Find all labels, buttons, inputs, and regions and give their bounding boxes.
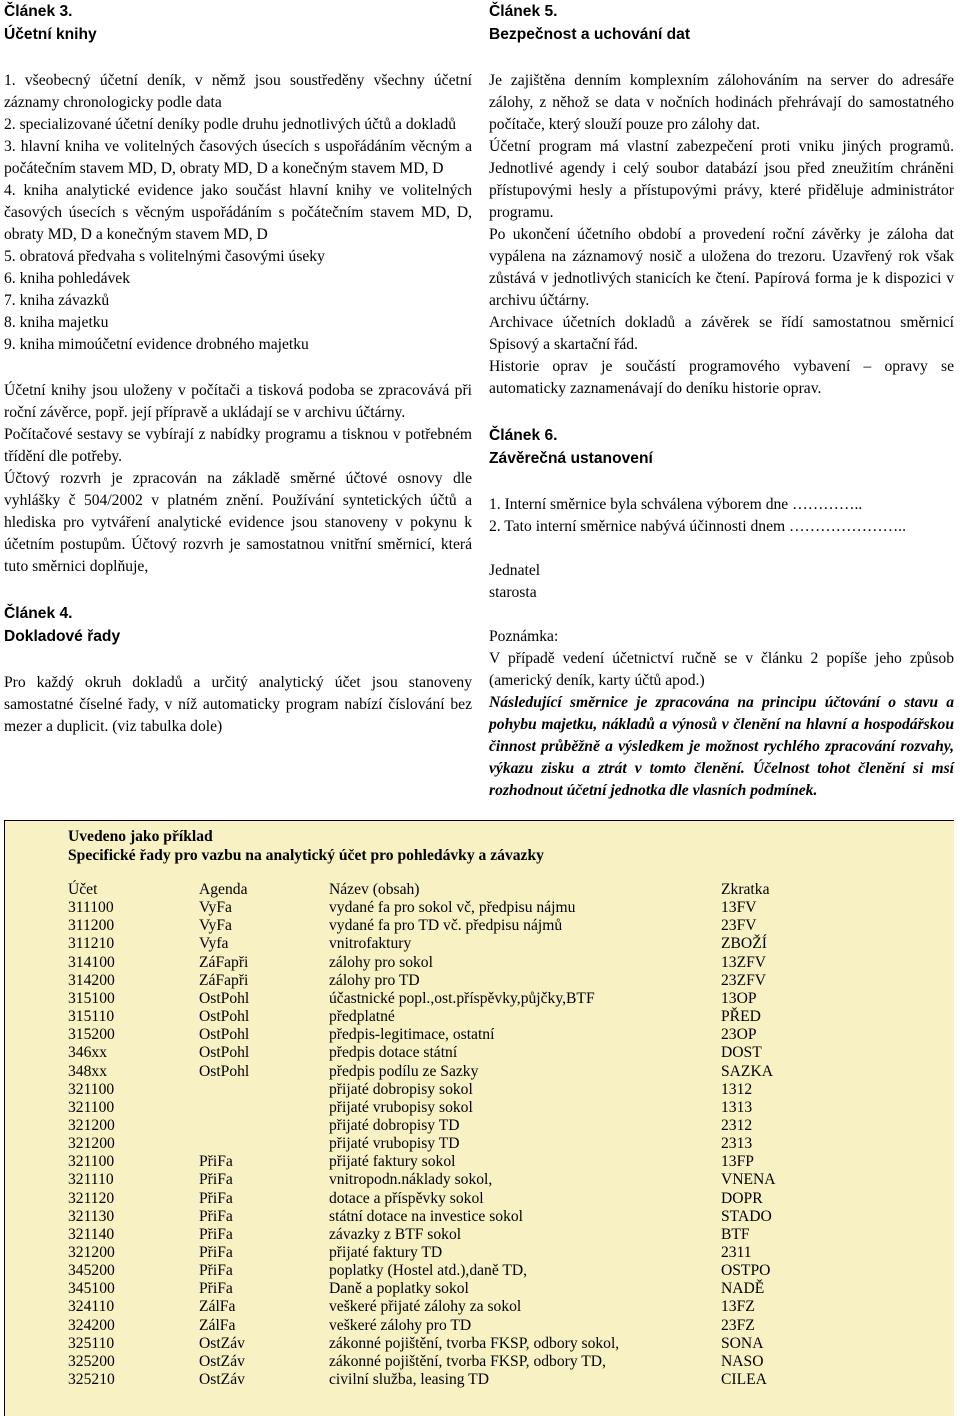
cell-ucet: 345200 — [68, 1262, 115, 1280]
table-row — [68, 1008, 954, 1026]
cell-agenda: ZálFa — [199, 1298, 236, 1316]
paragraph: Je zajištěna denním komplexním zálohováním na server do adresáře zálohy, z něhož se data v nočních hodinách přehrávají do samostatného počítače, který slouží pouze pro zálohy dat. — [489, 72, 954, 133]
table-row — [68, 954, 954, 972]
table-row — [68, 990, 954, 1008]
cell-zkratka: 13FV — [721, 899, 757, 917]
cell-zkratka: 13ZFV — [721, 953, 767, 971]
list-item: 6. kniha pohledávek — [4, 270, 131, 287]
paragraph: Po ukončení účetního období a provedení roční závěrky je záloha dat vypálena na záznamový nosič a uložena do trezoru. Uzavřený rok však zůstává v jednotlivých stanicích ke čtení. Papírová forma je k dispozici v archivu účtárny. — [489, 226, 954, 309]
paragraph: Účetní knihy jsou uloženy v počítači a tisková podoba se zpracovává při roční závěrce, popř. její přípravě a ukládají se v archivu účtárny. — [4, 382, 472, 421]
cell-agenda: OstZáv — [199, 1371, 245, 1389]
article-6-title: Závěrečná ustanovení — [489, 450, 653, 467]
cell-nazev: předpis podílu ze Sazky — [329, 1062, 479, 1080]
cell-zkratka: SAZKA — [721, 1062, 773, 1080]
list-item: 2. specializované účetní deníky podle druhu jednotlivých účtů a dokladů — [4, 116, 457, 133]
note-emphasis: Následující směrnice je zpracována na principu účtování o stavu a pohybu majetku, nákladů a výnosů v členění na hlavní a hospodářskou činnost průběžně a výsledkem je možnost rychlého zpracování rozvahy, výkazu zisku a ztrát v tomto členění. Účelnost tohot členění si msí rozhodnout účetní jednotka dle vlasních podmínek. — [489, 694, 954, 799]
cell-ucet: 321200 — [68, 1116, 115, 1134]
cell-ucet: 311210 — [68, 935, 115, 953]
cell-zkratka: STADO — [721, 1207, 772, 1225]
cell-zkratka: 23FV — [721, 917, 757, 935]
table-header-row — [68, 881, 954, 899]
cell-agenda: OstPohl — [199, 1026, 250, 1044]
table-row — [68, 1063, 954, 1081]
list-item: 7. kniha závazků — [4, 292, 110, 309]
table-row — [68, 1335, 954, 1353]
table-row — [68, 1135, 954, 1153]
column-header: Název (obsah) — [329, 881, 420, 898]
cell-zkratka: NASO — [721, 1352, 764, 1370]
cell-ucet: 348xx — [68, 1062, 107, 1080]
table-row — [68, 1208, 954, 1226]
cell-zkratka: 13FZ — [721, 1298, 755, 1316]
cell-zkratka: 1313 — [721, 1098, 753, 1116]
cell-nazev: přijaté dobropisy sokol — [329, 1080, 473, 1098]
paragraph: Historie oprav je součástí programového vybavení – opravy se automaticky zaznamenávají do deníku historie oprav. — [489, 358, 954, 397]
cell-nazev: předplatné — [329, 1008, 395, 1026]
cell-agenda: PřiFa — [199, 1225, 233, 1243]
table-row — [68, 1153, 954, 1171]
cell-ucet: 321200 — [68, 1135, 115, 1153]
column-header: Zkratka — [721, 881, 770, 898]
cell-ucet: 345100 — [68, 1280, 115, 1298]
cell-ucet: 321130 — [68, 1207, 115, 1225]
table-row — [68, 1280, 954, 1298]
cell-zkratka: 13FP — [721, 1153, 754, 1171]
left-column — [4, 0, 472, 738]
list-item: 9. kniha mimoúčetní evidence drobného majetku — [4, 336, 309, 353]
table-row — [68, 935, 954, 953]
table-subtitle: Specifické řady pro vazbu na analytický účet pro pohledávky a závazky — [68, 847, 544, 864]
cell-ucet: 325110 — [68, 1334, 115, 1352]
cell-agenda: OstPohl — [199, 1062, 250, 1080]
cell-ucet: 315110 — [68, 1008, 115, 1026]
cell-agenda: PřiFa — [199, 1244, 233, 1261]
table-title: Uvedeno jako příklad — [68, 828, 213, 845]
article-3-heading: Článek 3. — [4, 3, 73, 20]
right-column — [489, 0, 954, 802]
table-row — [68, 1226, 954, 1244]
signer-label: starosta — [489, 584, 537, 601]
cell-zkratka: 2312 — [721, 1116, 753, 1134]
cell-agenda: PřiFa — [199, 1262, 233, 1280]
cell-zkratka: 23OP — [721, 1026, 757, 1044]
list-item: 1. všeobecný účetní deník, v němž jsou soustředěny všechny účetní záznamy chronologicky podle data — [4, 72, 472, 111]
cell-ucet: 321200 — [68, 1244, 115, 1261]
cell-ucet: 315100 — [68, 989, 115, 1007]
cell-nazev: předpis dotace státní — [329, 1044, 458, 1062]
cell-nazev: předpis-legitimace, ostatní — [329, 1026, 495, 1044]
cell-nazev: závazky z BTF sokol — [329, 1225, 462, 1243]
article-6-heading: Článek 6. — [489, 427, 558, 444]
table-row — [68, 917, 954, 935]
cell-zkratka: 23ZFV — [721, 971, 767, 989]
table-row — [68, 1317, 954, 1335]
cell-agenda: PřiFa — [199, 1280, 233, 1298]
cell-agenda: ZálFa — [199, 1316, 236, 1334]
cell-zkratka: SONA — [721, 1334, 764, 1352]
paragraph: Archivace účetních dokladů a závěrek se řídí samostatnou směrnicí Spisový a skartační řád. — [489, 314, 954, 353]
table-row — [68, 1262, 954, 1280]
cell-ucet: 346xx — [68, 1044, 107, 1062]
cell-nazev: státní dotace na investice sokol — [329, 1207, 524, 1225]
cell-agenda: VyFa — [199, 917, 232, 935]
cell-agenda: OstPohl — [199, 1044, 250, 1062]
cell-nazev: Daně a poplatky sokol — [329, 1280, 469, 1298]
cell-zkratka: 2313 — [721, 1135, 753, 1153]
article-4-heading: Článek 4. — [4, 605, 73, 622]
cell-nazev: dotace a příspěvky sokol — [329, 1189, 484, 1207]
cell-ucet: 314200 — [68, 971, 115, 989]
cell-nazev: veškeré zálohy pro TD — [329, 1316, 472, 1334]
list-item: 2. Tato interní směrnice nabývá účinnosti dnem ………………….. — [489, 518, 906, 535]
table-row — [68, 1298, 954, 1316]
cell-ucet: 321100 — [68, 1153, 115, 1171]
cell-agenda: PřiFa — [199, 1207, 233, 1225]
table-row — [68, 1026, 954, 1044]
cell-ucet: 321100 — [68, 1098, 115, 1116]
table-row — [68, 1044, 954, 1062]
cell-nazev: vnitrofaktury — [329, 935, 412, 953]
cell-zkratka: NADĚ — [721, 1280, 765, 1298]
cell-agenda: OstZáv — [199, 1334, 245, 1352]
cell-nazev: vydané fa pro sokol vč, předpisu nájmu — [329, 899, 576, 917]
cell-zkratka: 2311 — [721, 1244, 752, 1261]
list-item: 8. kniha majetku — [4, 314, 109, 331]
cell-ucet: 324200 — [68, 1316, 115, 1334]
table-row — [68, 1099, 954, 1117]
paragraph: Počítačové sestavy se vybírají z nabídky programu a tisknou v potřebném třídění dle potřeby. — [4, 426, 472, 465]
table-row — [68, 1353, 954, 1371]
cell-nazev: přijaté faktury TD — [329, 1244, 443, 1261]
list-item: 5. obratová předvaha s volitelnými časovými úseky — [4, 248, 325, 265]
cell-nazev: zákonné pojištění, tvorba FKSP, odbory sokol, — [329, 1334, 620, 1352]
cell-ucet: 311100 — [68, 899, 114, 917]
cell-agenda: OstPohl — [199, 989, 250, 1007]
cell-nazev: přijaté dobropisy TD — [329, 1116, 460, 1134]
cell-nazev: veškeré přijaté zálohy za sokol — [329, 1298, 522, 1316]
article-4-title: Dokladové řady — [4, 628, 121, 645]
cell-nazev: civilní služba, leasing TD — [329, 1371, 489, 1389]
cell-agenda: ZáFapři — [199, 971, 249, 989]
cell-zkratka: 23FZ — [721, 1316, 755, 1334]
cell-ucet: 311200 — [68, 917, 115, 935]
cell-zkratka: BTF — [721, 1225, 750, 1243]
cell-zkratka: OSTPO — [721, 1262, 771, 1280]
table-row — [68, 972, 954, 990]
note-text: V případě vedení účetnictví ručně se v článku 2 popíše jeho způsob (americký deník, karty účtů apod.) — [489, 650, 954, 689]
paragraph: Účtový rozvrh je zpracován na základě směrné účtové osnovy dle vyhlášky č 504/2002 v platném znění. Používání syntetických účtů a hlediska pro vytváření analytické evidence jsou stanoveny v pokynu k účetním postupům. Účtový rozvrh je samostatnou vnitřní směrnicí, která tuto směrnici doplňuje, — [4, 470, 472, 575]
cell-ucet: 321120 — [68, 1189, 115, 1207]
cell-zkratka: ZBOŽÍ — [721, 935, 767, 953]
cell-ucet: 315200 — [68, 1026, 115, 1044]
cell-agenda: PřiFa — [199, 1171, 233, 1189]
cell-agenda: VyFa — [199, 899, 232, 917]
article-5-title: Bezpečnost a uchování dat — [489, 26, 691, 43]
table-row — [68, 1190, 954, 1208]
cell-zkratka: DOPR — [721, 1189, 763, 1207]
table-row — [68, 1171, 954, 1189]
article-3-title: Účetní knihy — [4, 26, 97, 43]
cell-nazev: vnitropodn.náklady sokol, — [329, 1171, 493, 1189]
article-5-heading: Článek 5. — [489, 3, 558, 20]
cell-nazev: zálohy pro TD — [329, 971, 420, 989]
cell-nazev: účastnické popl.,ost.příspěvky,půjčky,BTF — [329, 989, 595, 1007]
cell-nazev: přijaté faktury sokol — [329, 1153, 456, 1171]
cell-zkratka: DOST — [721, 1044, 762, 1062]
signer-label: Jednatel — [489, 562, 541, 579]
table-row — [68, 1081, 954, 1099]
column-header: Agenda — [199, 881, 248, 898]
cell-agenda: Vyfa — [199, 935, 229, 953]
cell-ucet: 314100 — [68, 953, 115, 971]
cell-zkratka: 1312 — [721, 1080, 753, 1098]
table-row — [68, 1371, 954, 1389]
note-label: Poznámka: — [489, 628, 559, 645]
cell-ucet: 325210 — [68, 1371, 115, 1389]
cell-agenda: ZáFapři — [199, 953, 249, 971]
series-table — [4, 820, 954, 1416]
table-row — [68, 899, 954, 917]
cell-ucet: 321110 — [68, 1171, 114, 1189]
cell-zkratka: 13OP — [721, 989, 757, 1007]
cell-nazev: zálohy pro sokol — [329, 953, 433, 971]
cell-agenda: PřiFa — [199, 1153, 233, 1171]
cell-nazev: vydané fa pro TD vč. předpisu nájmů — [329, 917, 563, 935]
cell-zkratka: PŘED — [721, 1008, 761, 1026]
column-header: Účet — [68, 881, 98, 898]
cell-nazev: poplatky (Hostel atd.),daně TD, — [329, 1262, 528, 1280]
paragraph: Pro každý okruh dokladů a určitý analytický účet jsou stanoveny samostatné číselné řady, v níž automaticky program nabízí číslování bez mezer a duplicit. (viz tabulka dole) — [4, 674, 472, 735]
list-item: 3. hlavní kniha ve volitelných časových úsecích s uspořádáním věcným a počátečním stavem MD, D, obraty MD, D a konečným stavem MD, D — [4, 138, 472, 177]
cell-nazev: přijaté vrubopisy TD — [329, 1135, 460, 1153]
cell-zkratka: CILEA — [721, 1371, 767, 1389]
cell-nazev: přijaté vrubopisy sokol — [329, 1098, 473, 1116]
table-row — [68, 1244, 954, 1262]
cell-agenda: PřiFa — [199, 1189, 233, 1207]
list-item: 1. Interní směrnice byla schválena výborem dne ………….. — [489, 496, 863, 513]
cell-nazev: zákonné pojištění, tvorba FKSP, odbory TD, — [329, 1352, 606, 1370]
cell-ucet: 324110 — [68, 1298, 115, 1316]
list-item: 4. kniha analytické evidence jako součást hlavní knihy ve volitelných časových úsecích s věcným uspořádáním s počátečním stavem MD, D, obraty MD, D a konečným stavem MD, D — [4, 182, 472, 243]
cell-ucet: 321100 — [68, 1080, 115, 1098]
table-row — [68, 1117, 954, 1135]
cell-zkratka: VNENA — [721, 1171, 776, 1189]
cell-ucet: 325200 — [68, 1352, 115, 1370]
cell-agenda: OstZáv — [199, 1352, 245, 1370]
cell-ucet: 321140 — [68, 1225, 115, 1243]
cell-agenda: OstPohl — [199, 1008, 250, 1026]
paragraph: Účetní program má vlastní zabezpečení proti vniku jiných programů. Jednotlivé agendy i celý soubor databází jsou před zneužitím chráněni přístupovými hesly a přístupovými právy, které přiděluje administrátor programu. — [489, 138, 954, 221]
